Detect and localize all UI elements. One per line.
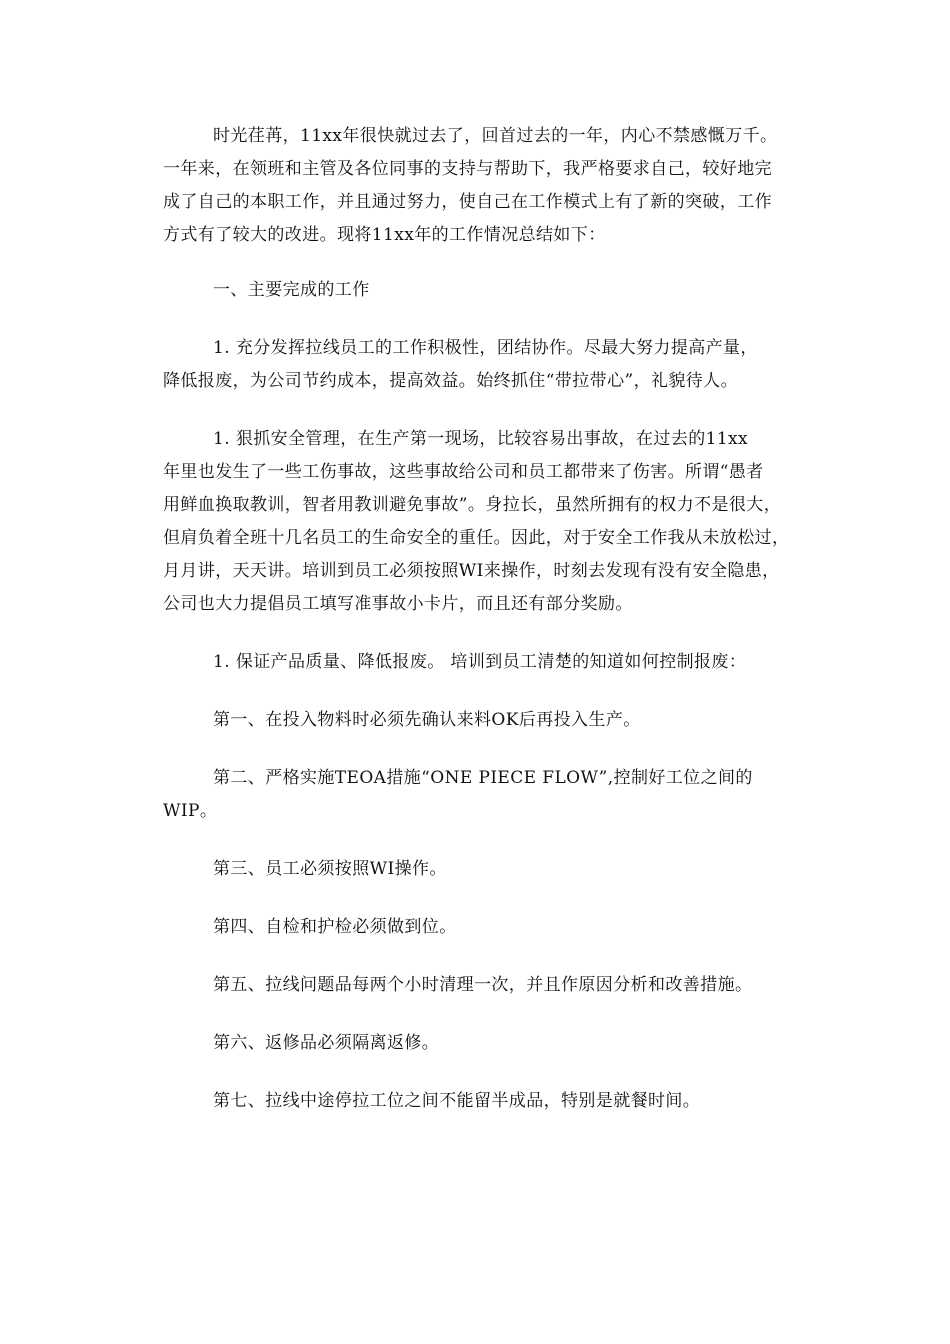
item-line: 用鲜血换取教训，智者用教训避免事故”。身拉长，虽然所拥有的权力不是很大， — [163, 495, 782, 515]
item-line: 月月讲，天天讲。培训到员工必须按照WI来操作，时刻去发现有没有安全隐患， — [163, 561, 780, 581]
item-paragraph-3 — [163, 646, 843, 679]
section-heading — [163, 274, 843, 307]
item-paragraph-1 — [163, 332, 843, 398]
step-5 — [163, 969, 843, 1002]
step-2 — [163, 762, 843, 828]
intro-line: 一年来，在领班和主管及各位同事的支持与帮助下，我严格要求自己，较好地完 — [163, 159, 772, 179]
step-line: WIP。 — [163, 801, 218, 821]
item-line: 公司也大力提倡员工填写准事故小卡片，而且还有部分奖励。 — [163, 594, 633, 614]
step-3 — [163, 853, 843, 886]
item-line: 降低报废，为公司节约成本，提高效益。始终抓住“带拉带心”，礼貌待人。 — [163, 371, 738, 391]
step-line: 第五、拉线问题品每两个小时清理一次，并且作原因分析和改善措施。 — [213, 975, 753, 995]
item-line: 1. 狠抓安全管理，在生产第一现场，比较容易出事故，在过去的11xx — [213, 429, 749, 449]
intro-line: 方式有了较大的改进。现将11xx年的工作情况总结如下： — [163, 225, 606, 245]
item-line: 1. 充分发挥拉线员工的工作积极性，团结协作。尽最大努力提高产量， — [213, 338, 758, 358]
step-6 — [163, 1027, 843, 1060]
step-7 — [163, 1085, 843, 1118]
item-line: 但肩负着全班十几名员工的生命安全的重任。因此，对于安全工作我从未放松过， — [163, 528, 790, 548]
step-line: 第三、员工必须按照WI操作。 — [213, 859, 447, 879]
document-page — [163, 120, 843, 1118]
intro-line: 时光荏苒，11xx年很快就过去了，回首过去的一年，内心不禁感慨万千。 — [213, 126, 778, 146]
step-line: 第四、自检和护检必须做到位。 — [213, 917, 457, 937]
item-line: 1. 保证产品质量、降低报废。 培训到员工清楚的知道如何控制报废： — [213, 652, 747, 672]
step-line: 第一、在投入物料时必须先确认来料OK后再投入生产。 — [213, 710, 641, 730]
intro-line: 成了自己的本职工作，并且通过努力，使自己在工作模式上有了新的突破，工作 — [163, 192, 772, 212]
step-4 — [163, 911, 843, 944]
section-heading-text: 一、主要完成的工作 — [213, 280, 370, 300]
step-line: 第六、返修品必须隔离返修。 — [213, 1033, 440, 1053]
step-line: 第七、拉线中途停拉工位之间不能留半成品，特别是就餐时间。 — [213, 1091, 701, 1111]
step-line: 第二、严格实施TEOA措施“ONE PIECE FLOW”,控制好工位之间的 — [213, 768, 753, 788]
intro-paragraph — [163, 120, 843, 252]
step-1 — [163, 704, 843, 737]
item-paragraph-2 — [163, 423, 843, 621]
item-line: 年里也发生了一些工伤事故，这些事故给公司和员工都带来了伤害。所谓“愚者 — [163, 462, 764, 482]
